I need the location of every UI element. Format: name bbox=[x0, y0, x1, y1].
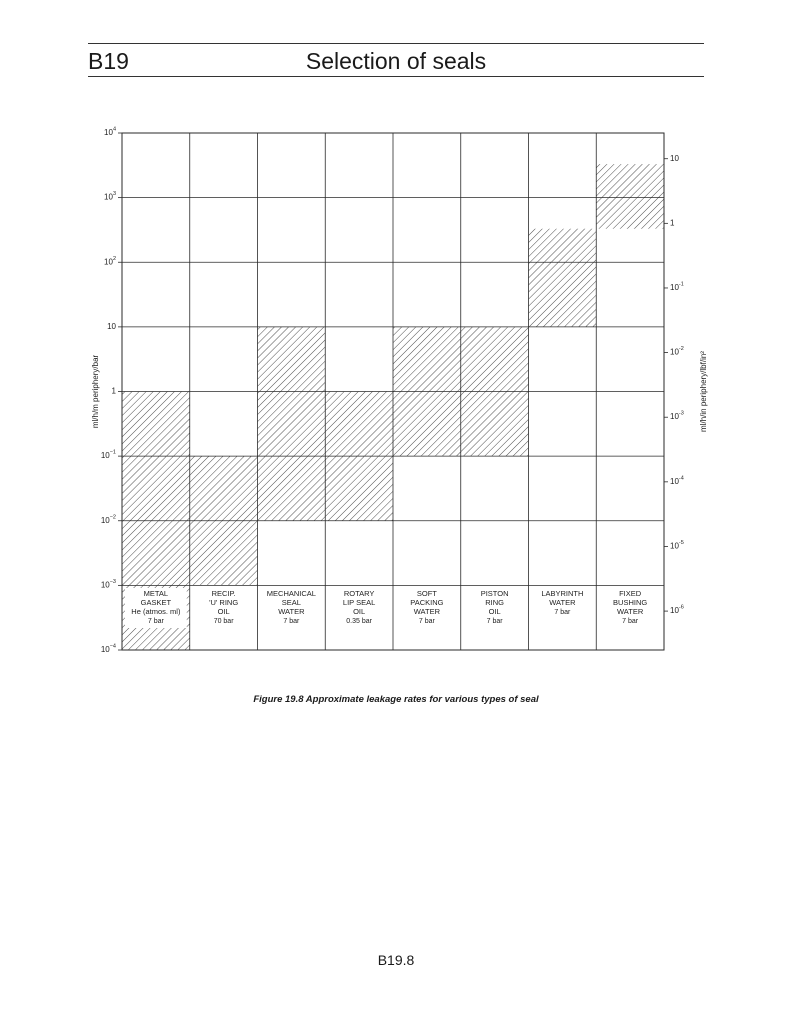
right-tick-label: $10^{-1}$ bbox=[670, 281, 684, 293]
y-axis-title-right: ml/h/in periphery/lbf/in² bbox=[699, 351, 708, 432]
leakage-range-bar bbox=[258, 327, 326, 521]
category-label: SEAL bbox=[281, 597, 301, 607]
right-tick-label: $10^{-3}$ bbox=[670, 411, 684, 422]
category-label: LABYRINTH bbox=[541, 588, 584, 598]
page-number: B19.8 bbox=[377, 952, 415, 968]
category-label: 7 bar bbox=[147, 617, 164, 625]
category-label: BUSHING bbox=[613, 597, 648, 607]
category-label: 7 bar bbox=[283, 617, 300, 625]
leakage-range-bar bbox=[529, 229, 597, 327]
category-label: WATER bbox=[549, 597, 576, 607]
category-label: ROTARY bbox=[343, 588, 375, 598]
left-tick-label: $10^{-2}$ bbox=[100, 514, 116, 525]
category-label: He (atmos. ml) bbox=[131, 606, 181, 616]
category-label: WATER bbox=[413, 606, 440, 616]
category-label: PACKING bbox=[410, 597, 444, 607]
left-tick-label: $10^2$ bbox=[104, 256, 116, 267]
category-label: OIL bbox=[217, 606, 230, 616]
right-tick-label: 10 bbox=[670, 153, 679, 163]
category-label: GASKET bbox=[140, 597, 172, 607]
y-axis-title-left: ml/h/m periphery/bar bbox=[91, 354, 100, 429]
category-label: 7 bar bbox=[622, 617, 639, 625]
category-label: OIL bbox=[488, 606, 501, 616]
right-tick-label: $10^{-4}$ bbox=[670, 475, 684, 486]
page-title: Selection of seals bbox=[305, 48, 487, 74]
category-label: PISTON bbox=[480, 588, 509, 598]
figure-caption: Figure 19.8 Approximate leakage rates for various types of seal bbox=[253, 694, 539, 705]
left-tick-label: $10^{-4}$ bbox=[100, 643, 116, 655]
category-label: 7 bar bbox=[554, 608, 571, 616]
left-tick-label: $10^3$ bbox=[104, 191, 116, 202]
category-label: 70 bar bbox=[213, 617, 234, 625]
category-label: 7 bar bbox=[418, 617, 435, 625]
category-label: FIXED bbox=[619, 588, 642, 598]
category-label: RECIP. bbox=[211, 588, 236, 598]
category-label: OIL bbox=[353, 606, 366, 616]
left-tick-label: $10^{-3}$ bbox=[100, 579, 116, 590]
left-tick-label: $10^{-1}$ bbox=[100, 450, 116, 461]
category-label: 'U' RING bbox=[209, 597, 239, 607]
category-label: 0.35 bar bbox=[346, 617, 372, 625]
leakage-range-bar bbox=[596, 164, 664, 229]
category-label: WATER bbox=[617, 606, 644, 616]
left-tick-label: $10^4$ bbox=[104, 126, 116, 138]
category-label: WATER bbox=[278, 606, 305, 616]
right-tick-label: $10^{-6}$ bbox=[670, 605, 684, 616]
right-tick-label: 1 bbox=[670, 218, 675, 228]
right-tick-label: $10^{-5}$ bbox=[670, 540, 684, 551]
left-tick-label: 10 bbox=[107, 321, 116, 331]
category-label: SOFT bbox=[416, 588, 437, 598]
category-label: 7 bar bbox=[486, 617, 503, 625]
category-label: METAL bbox=[143, 588, 169, 598]
category-label: RING bbox=[485, 597, 504, 607]
category-label: MECHANICAL bbox=[266, 588, 316, 598]
section-code: B19 bbox=[88, 48, 129, 74]
left-tick-label: 1 bbox=[111, 386, 116, 396]
category-label: LIP SEAL bbox=[342, 597, 376, 607]
right-tick-label: $10^{-2}$ bbox=[670, 346, 684, 357]
